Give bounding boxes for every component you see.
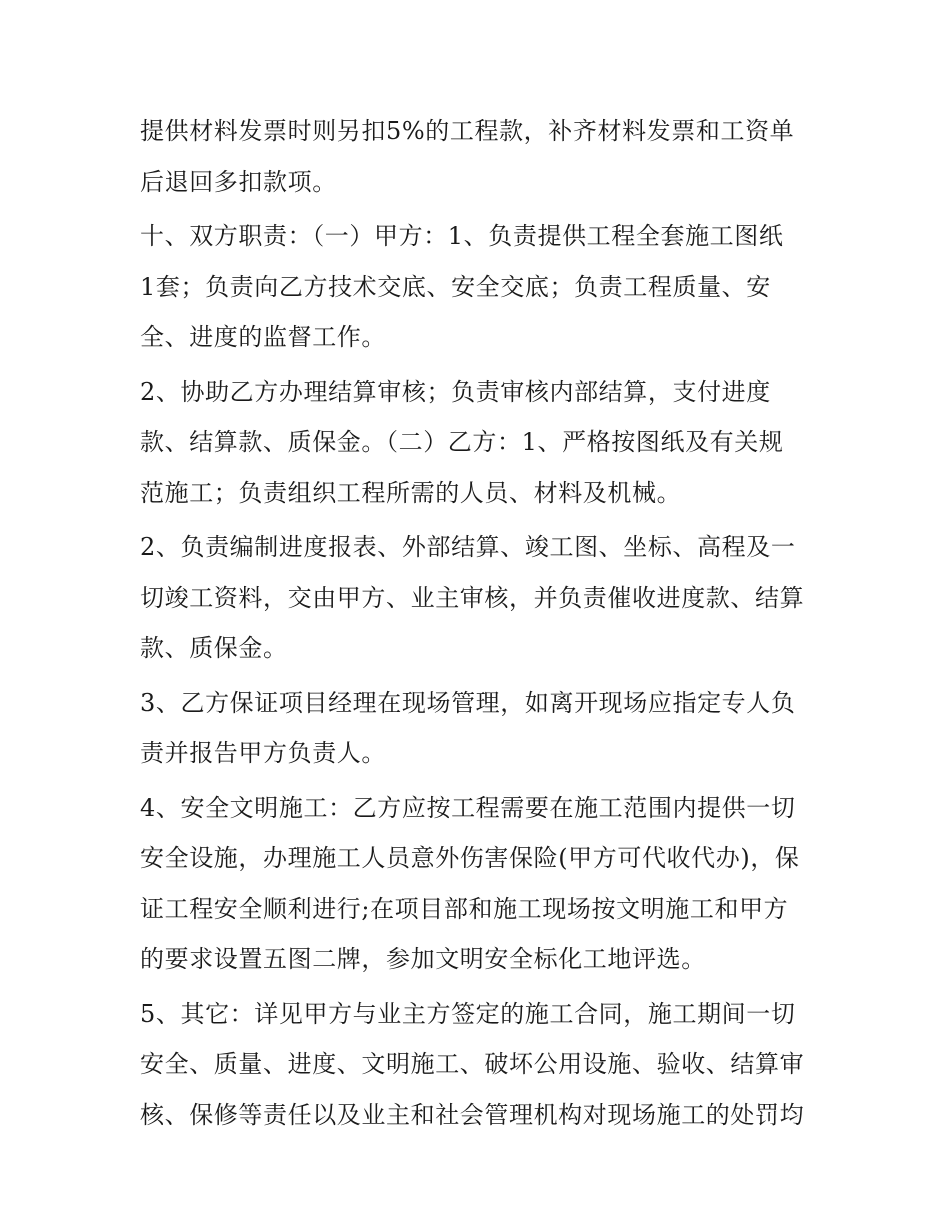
text-line: 全、进度的监督工作。 <box>140 323 386 351</box>
paragraph-party-b-duties-3 <box>140 678 820 779</box>
text-line: 范施工；负责组织工程所需的人员、材料及机械。 <box>140 478 682 507</box>
paragraph-party-a-duties-1 <box>140 211 820 363</box>
text-line: 十、双方职责：（一）甲方：1、负责提供工程全套施工图纸 <box>140 222 784 250</box>
text-line: 切竣工资料，交由甲方、业主审核，并负责催收进度款、结算 <box>140 583 805 612</box>
paragraph-party-a-duties-2 <box>140 367 820 519</box>
paragraph-party-b-duties-2 <box>140 522 820 674</box>
text-line: 的要求设置五图二牌，参加文明安全标化工地评选。 <box>140 945 706 973</box>
text-line: 提供材料发票时则另扣5%的工程款，补齐材料发票和工资单 <box>140 117 795 145</box>
text-line: 款、质保金。 <box>140 634 288 662</box>
text-line: 2、负责编制进度报表、外部结算、竣工图、坐标、高程及一 <box>140 533 796 561</box>
text-line: 2、协助乙方办理结算审核；负责审核内部结算，支付进度 <box>140 377 771 406</box>
text-line: 5、其它：详见甲方与业主方签定的施工合同，施工期间一切 <box>140 999 796 1028</box>
paragraph-party-b-duties-4 <box>140 783 820 985</box>
text-line: 核、保修等责任以及业主和社会管理机构对现场施工的处罚均 <box>140 1100 805 1129</box>
text-line: 款、结算款、质保金。（二）乙方：1、严格按图纸及有关规 <box>140 428 784 456</box>
text-line: 安全、质量、进度、文明施工、破坏公用设施、验收、结算审 <box>140 1050 805 1078</box>
text-line: 证工程安全顺利进行;在项目部和施工现场按文明施工和甲方 <box>140 894 789 923</box>
document-body <box>140 106 820 1144</box>
text-line: 1套；负责向乙方技术交底、安全交底；负责工程质量、安 <box>140 272 771 301</box>
text-line: 4、安全文明施工：乙方应按工程需要在施工范围内提供一切 <box>140 793 796 822</box>
paragraph-invoice-deduction <box>140 106 820 207</box>
paragraph-party-b-duties-5 <box>140 989 820 1141</box>
text-line: 3、乙方保证项目经理在现场管理，如离开现场应指定专人负 <box>140 688 796 717</box>
text-line: 安全设施，办理施工人员意外伤害保险(甲方可代收代办)，保 <box>140 844 800 872</box>
text-line: 责并报告甲方负责人。 <box>140 739 386 767</box>
text-line: 后退回多扣款项。 <box>140 167 337 196</box>
